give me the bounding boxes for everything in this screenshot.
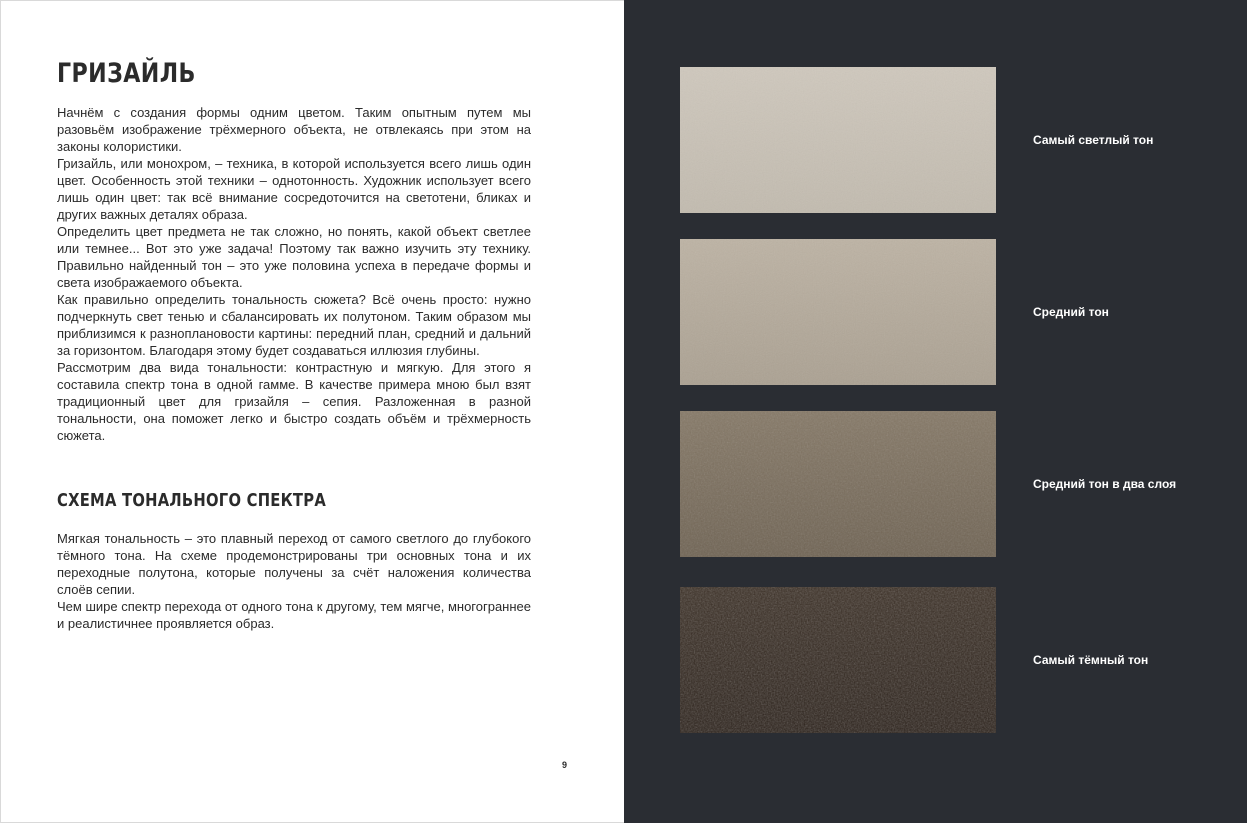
intro-paragraph: Гризайль, или монохром, – техника, в которой используется всего лишь один цвет. Особенность этой техники – однотонность. Художник использует всего лишь один цвет: так всё внимание сосредоточится на светотени, бликах и других важных деталях образа. [57, 156, 531, 222]
section-subtitle: СХЕМА ТОНАЛЬНОГО СПЕКТРА [57, 490, 326, 511]
scheme-paragraph: Мягкая тональность – это плавный переход от самого светлого до глубокого тёмного тона. На схеме продемонстрированы три основных тона и их переходные полутона, которые получены за счёт наложения количества слоёв сепии. [57, 531, 531, 597]
swatch-darkest-tone [680, 587, 996, 733]
swatch-texture [680, 239, 996, 385]
swatch-texture [680, 587, 996, 733]
intro-paragraph: Как правильно определить тональность сюжета? Всё очень просто: нужно подчеркнуть свет тенью и сбалансировать их полутоном. Таким образом мы приблизимся к разноплановости картины: передний план, средний и дальний за горизонтом. Благодаря этому будет создаваться иллюзия глубины. [57, 292, 531, 358]
swatch-label-medium-two-layers: Средний тон в два слоя [1033, 477, 1177, 491]
swatch-label-lightest: Самый светлый тон [1033, 133, 1154, 147]
scheme-paragraph: Чем шире спектр перехода от одного тона к другому, тем мягче, многограннее и реалистичнее проявляется образ. [57, 599, 531, 631]
intro-paragraph: Определить цвет предмета не так сложно, но понять, какой объект светлее или темнее... Вот это уже задача! Поэтому так важно изучить эту технику. Правильно найденный тон – это уже половина успеха в передаче формы и света изображаемого объекта. [57, 224, 531, 290]
intro-paragraph: Рассмотрим два вида тональности: контрастную и мягкую. Для этого я составила спектр тона в одной гамме. В качестве примера мною был взят традиционный цвет для гризайля – сепия. Разложенная в разной тональности, она поможет легко и быстро создать объём и трёхмерность сюжета. [57, 360, 531, 443]
page-number: 9 [562, 760, 568, 770]
swatch-lightest-tone [680, 67, 996, 213]
intro-paragraph: Начнём с создания формы одним цветом. Таким опытным путем мы разовьём изображение трёхмерного объекта, не отвлекаясь при этом на законы колористики. [57, 105, 531, 154]
page-title: ГРИЗАЙЛЬ [57, 58, 196, 89]
swatch-texture [680, 411, 996, 557]
intro-text [57, 104, 531, 444]
swatch-texture [680, 67, 996, 213]
swatch-label-medium: Средний тон [1033, 305, 1109, 319]
swatch-medium-two-layers [680, 411, 996, 557]
scheme-text [57, 530, 531, 632]
swatch-label-darkest: Самый тёмный тон [1033, 653, 1149, 667]
swatch-medium-tone [680, 239, 996, 385]
